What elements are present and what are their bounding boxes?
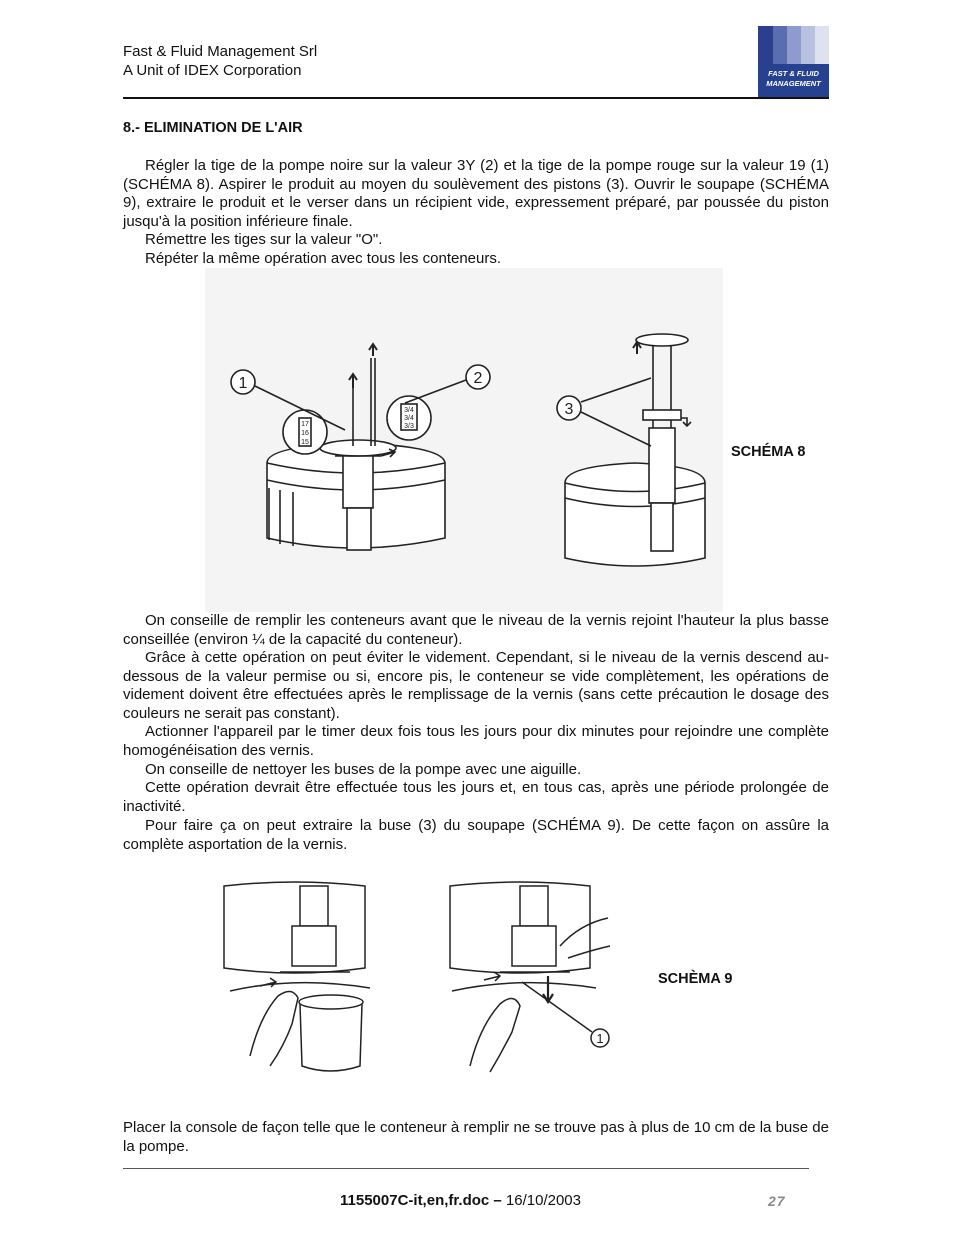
body-paragraph-6: Pour faire ça on peut extraire la buse (3) du soupape (SCHÉMA 9). De cette façon on assûre la complète asportation de la vernis. <box>123 817 829 853</box>
schema-9-caption: SCHÈMA 9 <box>658 971 733 987</box>
callout-3-label: 3 <box>564 401 574 418</box>
footer-date: 16/10/2003 <box>501 1192 581 1209</box>
scale-right-bottom: 3/3 <box>404 423 414 430</box>
company-unit: A Unit of IDEX Corporation <box>123 62 302 79</box>
body-paragraph-2: Grâce à cette opération on peut éviter le videment. Cependant, si le niveau de la vernis descend au-dessous de la valeur permise ou si, encore pis, le conteneur se vide complètement, les opérations de videment doivent être effectuées après le remplissage de la vernis (sans cette précaution le dosage des couleurs ne serait pas constant). <box>123 649 829 722</box>
header-rule <box>123 97 829 99</box>
fast-fluid-logo <box>758 26 829 97</box>
logo-text-line2: MANAGEMENT <box>766 79 821 88</box>
intro-paragraph-2: Rémettre les tiges sur la valeur "O". <box>145 231 383 248</box>
company-name: Fast & Fluid Management Srl <box>123 43 318 60</box>
intro-paragraph-1: Régler la tige de la pompe noire sur la valeur 3Y (2) et la tige de la pompe rouge sur la valeur 19 (1) (SCHÉMA 8). Aspirer le produit au moyen du soulèvement des pistons (3). Ouvrir le soupape (SCHÉMA 9), extraire le produit et le verser dans un récipient vide, expressement préparé, par poussée du piston jusqu'à la position inférieure finale. <box>123 157 829 230</box>
logo-text-line1: FAST & FLUID <box>768 69 819 78</box>
schema-9-callout-1: 1 <box>596 1031 604 1046</box>
scale-right-mid: 3/4 <box>404 415 414 422</box>
scale-left-bottom: 15 <box>301 439 309 446</box>
scale-left-top: 17 <box>301 421 309 428</box>
callout-2-label: 2 <box>473 370 483 387</box>
footer-doc: 1155007C-it,en,fr.doc – <box>340 1192 502 1209</box>
closing-paragraph: Placer la console de façon telle que le conteneur à remplir ne se trouve pas à plus de 10 cm de la buse de la pompe. <box>123 1119 829 1155</box>
callout-1-label: 1 <box>238 375 248 392</box>
schema-9-illustration <box>200 876 620 1090</box>
footer-reference <box>340 1192 581 1209</box>
body-paragraph-3: Actionner l'appareil par le timer deux fois tous les jours pour dix minutes pour rejoindre une complète homogénéisation des vernis. <box>123 723 829 759</box>
scale-right-top: 3/4 <box>404 407 414 414</box>
intro-paragraph-3: Répéter la même opération avec tous les conteneurs. <box>145 250 502 267</box>
schema-8-caption: SCHÉMA 8 <box>731 444 806 460</box>
scale-left-mid: 16 <box>301 430 309 437</box>
footer-rule <box>123 1168 809 1169</box>
body-paragraph-4: On conseille de nettoyer les buses de la pompe avec une aiguille. <box>145 761 582 778</box>
body-paragraph-1: On conseille de remplir les conteneurs avant que le niveau de la vernis rejoint l'hauteur la plus basse conseillée (environ ¼ de la capacité du conteneur). <box>123 612 829 648</box>
schema-8-illustration <box>205 268 723 612</box>
body-paragraph-5: Cette opération devrait être effectuée tous les jours et, en tous cas, après une période prolongée de inactivité. <box>123 779 829 815</box>
section-heading: 8.- ELIMINATION DE L'AIR <box>123 120 303 136</box>
page-number: 27 <box>768 1193 786 1209</box>
